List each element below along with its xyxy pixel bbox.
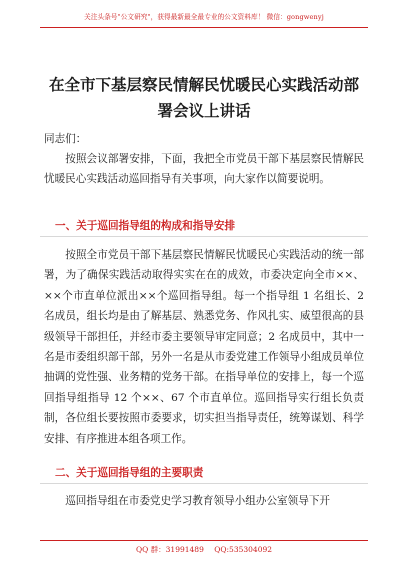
intro-paragraph: 按照会议部署安排，下面，我把全市党员干部下基层察民情解民忧暖民心实践活动巡回指导有关事项，向大家作以简要说明。 xyxy=(44,153,364,186)
footer-contact xyxy=(40,542,368,558)
header-divider xyxy=(40,27,368,28)
section-heading-2: 二、关于巡回指导组的主要职责 xyxy=(55,467,204,479)
section-1-body: 按照全市党员干部下基层察民情解民忧暖民心实践活动的统一部署，为了确保实践活动取得实实在在的成效，市委决定向全市××、××个市直单位派出××个巡回指导组。每一个指导组 1 名组长、2 名成员，组长均是由了解基层、熟悉党务、作风扎实、威望很高的县级领导干部担任，并经市委主要领导审定同意；2 名成员中，其中一名是市委组织部干部，另外一名是从市委党建工作领导小组成员单位抽调的党性强、业务精的党务干部。在指导单位的安排上，每一个巡回指导组指导 12 个××、67 个市直单位。巡回指导实行组长负责制，各位组长要按照市委要求，切实担当指导责任，统筹谋划、科学安排、有序推进本组各项工作。 xyxy=(44,249,364,445)
header-notice: 关注头条号"公文研究"，获得最新最全最专业的公文资料库！ 微信：gongwenyj xyxy=(84,13,324,21)
section-heading-2-rule xyxy=(40,483,368,484)
section-heading-1: 一、关于巡回指导组的构成和指导安排 xyxy=(55,220,236,232)
section-heading-1-rule xyxy=(40,236,368,237)
footer-divider xyxy=(40,540,368,541)
footer-qq: QQ:535304092 xyxy=(214,545,273,554)
footer-qq-group: QQ 群：31991489 xyxy=(135,545,204,554)
salutation: 同志们： xyxy=(44,133,87,145)
document-title: 在全市下基层察民情解民忧暖民心实践活动部署会议上讲话 xyxy=(48,75,359,120)
section-2-body: 巡回指导组在市委党史学习教育领导小组办公室领导下开 xyxy=(65,495,331,507)
